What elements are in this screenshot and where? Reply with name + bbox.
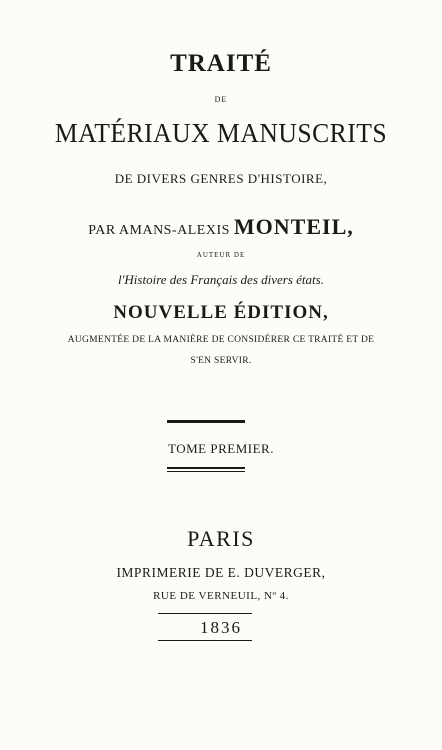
author-line	[0, 214, 442, 240]
printer-address: RUE DE VERNEUIL, Nº 4.	[153, 590, 289, 602]
volume-rule-bottom	[167, 467, 245, 472]
publication-year: 1836	[200, 618, 242, 637]
edition-statement: NOUVELLE ÉDITION,	[113, 302, 329, 323]
author-role: AUTEUR DE	[196, 251, 246, 259]
author-prefix: PAR AMANS-ALEXIS	[88, 223, 230, 238]
author-surname: MONTEIL,	[233, 214, 354, 239]
augmentation-line-2: S'EN SERVIR.	[190, 356, 252, 366]
subtitle-genres: DE DIVERS GENRES D'HISTOIRE,	[114, 171, 328, 186]
volume-label: TOME PREMIER.	[168, 441, 274, 456]
year-rule-bottom	[158, 640, 252, 641]
title-preposition: DE	[214, 95, 228, 104]
augmentation-line-1: AUGMENTÉE DE LA MANIÈRE DE CONSIDÉRER CE TRAITÉ ET DE	[67, 335, 375, 345]
book-title: TRAITÉ	[170, 50, 272, 77]
year-rule-top	[158, 613, 252, 614]
publication-city: PARIS	[187, 526, 255, 551]
author-previous-work: l'Histoire des Français des divers états.	[118, 272, 324, 287]
volume-rule-top	[167, 418, 245, 423]
book-subtitle: MATÉRIAUX MANUSCRITS	[54, 118, 388, 148]
printer-name: IMPRIMERIE DE E. DUVERGER,	[116, 565, 326, 580]
